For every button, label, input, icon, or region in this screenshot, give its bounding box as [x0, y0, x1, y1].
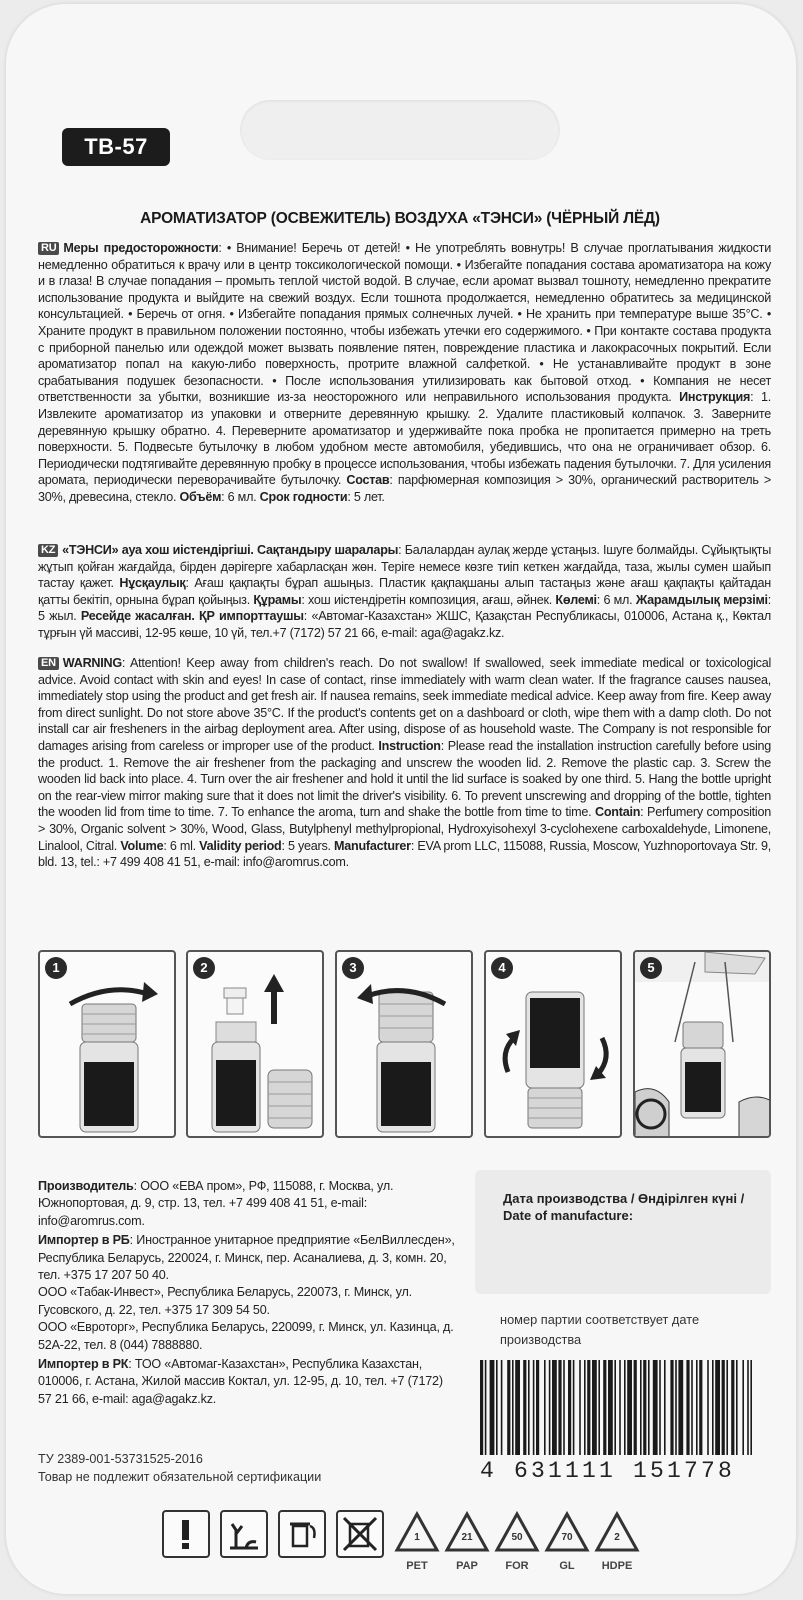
- kz-composition-label: Құрамы: [253, 592, 302, 607]
- hang-slot: [240, 100, 560, 160]
- step-4-panel: [484, 950, 622, 1138]
- barcode-bar: [747, 1360, 749, 1455]
- en-section: [38, 655, 771, 871]
- ru-precautions-label: Меры предосторожности: [63, 241, 219, 255]
- recycle-code: 2: [614, 1532, 620, 1543]
- recycle-code: 1: [414, 1532, 420, 1543]
- en-instruction-label: Instruction: [378, 738, 441, 753]
- barcode-bar: [670, 1360, 673, 1455]
- step-3-illustration: [337, 952, 473, 1138]
- kz-name-label: «ТЭНСИ» ауа хош иістендіргіші.: [62, 543, 254, 557]
- en-contain-label: Contain: [595, 805, 641, 820]
- recycle-abbr: PET: [406, 1560, 428, 1572]
- importer-rk-text: : ТОО «Автомаг-Казахстан», Республика Казахстан, 010006, г. Астана, Жилой массив Коктал, ул. 12-95, д. 10, тел. +7 (7172) 57 21 66, e-mail: aga@agakz.kz.: [38, 1357, 443, 1406]
- recycle-code: 70: [561, 1532, 573, 1543]
- manufacture-date-box: [475, 1170, 771, 1294]
- ru-section: [38, 240, 771, 506]
- recycle-abbr: PAP: [456, 1560, 478, 1572]
- en-warning-text: : Attention! Keep away from children's reach. Do not swallow! If swallowed, seek immediate medical or toxicological advice. Avoid contact with skin and eyes! In case of contact, rinse immediately with warm clean water. If the fragrance causes nausea, immediately stop using the product and get fresh air. If nausea remains, seek immediate medical advice. Keep away from fire. Keep away from direct sunlight. Do not store above 35°C. If the product's contents get on a dashboard or cloth, wipe them with a damp cloth. Do not install car air fresheners in the airbag deployment area. After using, dispose of as household waste. The Company is not responsible for damages arising from careless or improper use of the product.: [38, 656, 771, 753]
- barcode-bar: [614, 1360, 616, 1455]
- tu-info: [38, 1450, 458, 1486]
- barcode-bar: [603, 1360, 606, 1455]
- kz-shelf-text: : 5 жыл.: [38, 592, 772, 624]
- en-validity-label: Validity period: [199, 838, 282, 853]
- barcode-bar: [501, 1360, 503, 1455]
- recycle-symbol: [494, 1510, 540, 1572]
- ru-instruction-text: : 1. Извлеките ароматизатор из упаковки и отверните деревянную крышку. 2. Удалите пластиковый колпачок. 3. Заверните деревянную крышку обратно. 4. Переверните ароматизатор и удерживайте пока пробка не пропитается примерно на треть поверхности. 5. Подвесьте бутылочку в любом удобном месте автомобиля, убедившись, что она не ограничивает обзор. 6. Периодически подтягивайте деревянную пробку в процессе использования, чтобы избежать падения бутылочки. 7. Для усиления аромата, периодически переворачивайте бутылочку.: [38, 390, 771, 488]
- en-manufacturer-text: : EVA prom LLC, 115088, Russia, Moscow, Yuzhnoportovaya Str. 9, bld. 13, tel.: +7 499 408 41 51, e-mail: info@aromrus.com.: [38, 838, 772, 870]
- barcode-bar: [715, 1360, 720, 1455]
- producer-text: : ООО «ЕВА пром», РФ, 115088, г. Москва, ул. Южнопортовая, д. 9, стр. 13, тел. +7 499 408 41 51, e-mail: info@aromrus.com.: [38, 1179, 394, 1228]
- kz-importer-text: : «Автомаг-Казахстан» ЖШС, Қазақстан Республикасы, 010006, Астана қ., Көктал тұрғын үй массиві, 12-95 көше, 10 үй, тел.+7 (7172) 57 21 66, e-mail: aga@agakz.kz.: [38, 609, 772, 640]
- recycle-code: 50: [511, 1532, 523, 1543]
- kz-made-label: Ресейде жасалған.: [80, 609, 195, 624]
- environment-hazard-icon: [220, 1510, 268, 1558]
- ru-shelf-label: Срок годности: [259, 489, 348, 504]
- importer-rb-paragraph: [38, 1232, 458, 1354]
- barcode-bar: [579, 1360, 581, 1455]
- kz-instruction-label: Нұсқаулық: [119, 576, 186, 591]
- barcode-bar: [563, 1360, 565, 1455]
- barcode-bar: [598, 1360, 600, 1455]
- model-badge: ТВ-57: [62, 128, 170, 166]
- barcode-bar: [627, 1360, 632, 1455]
- en-validity-text: : 5 years.: [281, 838, 331, 853]
- importer-rb-text2: ООО «Табак-Инвест», Республика Беларусь, 220073, г. Минск, ул. Гусовского, д. 22, тел. +375 17 309 54 50.: [38, 1285, 412, 1317]
- recycle-abbr: FOR: [505, 1560, 529, 1572]
- ru-precautions-text: : • Внимание! Беречь от детей! • Не употреблять вовнутрь! В случае проглатывания жидкости немедленно обратиться к врачу или в центр токсикологической помощи. • Избегайте попадания состава ароматизатора на кожу и в глаза! В случае попадания – промыть теплой чистой водой. В случае, если аромат вызвал тошноту, немедленно прекратите использование продукта и выйдите на свежий воздух. Если тошнота продолжается, немедленно обратитесь за медицинской консультацией. • Беречь от огня. • Избегайте попадания прямых солнечных лучей. • Не хранить при температуре выше 35°С. • Храните продукт в правильном положении постоянно, чтобы избежать утечки его содержимого. • При контакте состава продукта с приборной панелью или одеждой может вызвать появление пятен, повреждение пластика и лакокрасочных покрытий. Если ароматизатор попал на какую-либо поверхность, протрите влажной салфеткой. • Не устанавливайте продукт в зоне срабатывания подушек безопасности. • После использования утилизировать как бытовой отход. • Компания не несет ответственности за убытки, возникшие из-за неосторожного или неправильного использования продукта.: [38, 241, 771, 405]
- barcode-bar: [742, 1360, 744, 1455]
- barcode-bar: [528, 1360, 530, 1455]
- barcode-bar: [608, 1360, 613, 1455]
- step-number: 1: [45, 957, 67, 979]
- barcode-bar: [726, 1360, 728, 1455]
- producer-label: Производитель: [38, 1179, 134, 1193]
- kz-shelf-label: Жарамдылық мерзімі: [635, 592, 768, 607]
- barcode-bar: [731, 1360, 734, 1455]
- barcode-bar: [490, 1360, 495, 1455]
- ru-volume-text: : 6 мл.: [221, 489, 257, 504]
- kz-instruction-text: : Ағаш қақпақты бұрап ашыңыз. Пластик қақпақшаны алып тастаңыз және ағаш қақпақты қайтадан қатты бекітіп, орнына бұрап қойыңыз.: [38, 576, 772, 607]
- importer-rk-label: Импортер в РК: [38, 1357, 129, 1372]
- recycle-symbol: [544, 1510, 590, 1572]
- importer-rb-text3: ООО «Евроторг», Республика Беларусь, 220099, г. Минск, ул. Казинца, д. 52А-22, тел. 8 (044) 7888880.: [38, 1320, 454, 1352]
- barcode-bar: [549, 1360, 551, 1455]
- caution-icon: [162, 1510, 210, 1558]
- barcode-bar: [696, 1360, 698, 1455]
- kz-volume-label: Көлемі: [555, 592, 597, 607]
- en-volume-label: Volume: [120, 838, 164, 853]
- ru-composition-label: Состав: [346, 473, 390, 488]
- step-2-panel: [186, 950, 324, 1138]
- kz-safety-label: Сақтандыру шаралары: [257, 543, 399, 557]
- ru-shelf-text: : 5 лет.: [347, 489, 385, 504]
- barcode-bar: [659, 1360, 661, 1455]
- barcode-bar: [653, 1360, 658, 1455]
- tu-line: ТУ 2389-001-53731525-2016: [38, 1452, 203, 1466]
- lang-badge-en: EN: [38, 657, 59, 670]
- kz-volume-text: : 6 мл.: [596, 592, 633, 607]
- barcode-bar: [485, 1360, 487, 1455]
- barcode-bar: [750, 1360, 752, 1455]
- batch-note: номер партии соответствует дате производства: [500, 1312, 700, 1347]
- barcode: [480, 1360, 752, 1460]
- barcode-bar: [712, 1360, 714, 1455]
- producer-paragraph: [38, 1178, 458, 1230]
- step-number: 3: [342, 957, 364, 979]
- step-1-panel: [38, 950, 176, 1138]
- barcode-bar: [592, 1360, 597, 1455]
- barcode-bar: [722, 1360, 725, 1455]
- importer-rb-text1: : Иностранное унитарное предприятие «БелВиллесден», Республика Беларусь, 220024, г. Минск, пер. Асаналиева, д. 3, комн. 20, тел. +375 17 207 50 40.: [38, 1233, 455, 1283]
- barcode-bar: [536, 1360, 539, 1455]
- step-5-panel: [633, 950, 771, 1138]
- recycle-symbol: [394, 1510, 440, 1572]
- barcode-bar: [523, 1360, 526, 1455]
- barcode-bar: [552, 1360, 557, 1455]
- importer-rb-label: Импортер в РБ: [38, 1233, 130, 1248]
- step-number: 4: [491, 957, 513, 979]
- kz-importer-label: ҚР импорттаушы: [199, 609, 304, 624]
- producer-info: [38, 1178, 458, 1410]
- recycle-symbol: [444, 1510, 490, 1572]
- manufacture-date-label: Дата производства / Өндірілген күні / Date of manufacture:: [503, 1191, 745, 1223]
- barcode-bar: [619, 1360, 621, 1455]
- en-volume-text: : 6 ml.: [163, 838, 196, 853]
- barcode-bar: [640, 1360, 642, 1455]
- lang-badge-ru: RU: [38, 242, 59, 255]
- barcode-bar: [496, 1360, 498, 1455]
- barcode-bar: [648, 1360, 650, 1455]
- ru-instruction-label: Инструкция: [679, 390, 751, 405]
- kz-section: [38, 542, 771, 642]
- importer-rk-paragraph: [38, 1356, 458, 1408]
- barcode-bar: [544, 1360, 546, 1455]
- lang-badge-kz: KZ: [38, 544, 58, 557]
- barcode-bar: [515, 1360, 520, 1455]
- barcode-bar: [707, 1360, 709, 1455]
- barcode-bar: [584, 1360, 586, 1455]
- en-instruction-text: : Please read the installation instruction carefully before using the product. 1. Remove the air freshener from the packaging and unscrew the wooden lid. 2. Remove the plastic cap. 3. Screw the wooden lid back into place. 4. Turn over the air freshener and hold it until the lid surface is soaked by one third. 5. Hang the bottle upright on the rear-view mirror making sure that it does not limit the driver's visibility. 6. To prevent unscrewing and dropping of the bottle, tighten the wooden lid from time to time. 7. To enhance the aroma, turn and shake the bottle from time to time.: [38, 738, 771, 820]
- kz-safety-text: : Балалардан аулақ жерде ұстаңыз. Ішуге болмайды. Сұйықтықты жұтып қойған жағдайда, бірден дәрігерге хабарласқан жөн. Теріге немесе көзге тиіп кеткен жағдайда, таза, жылы сумен шайып тастау қажет.: [38, 543, 771, 591]
- step-5-illustration: [635, 952, 771, 1138]
- step-number: 2: [193, 957, 215, 979]
- barcode-bar: [587, 1360, 590, 1455]
- step-3-panel: [335, 950, 473, 1138]
- step-2-illustration: [188, 952, 324, 1138]
- barcode-bar: [675, 1360, 677, 1455]
- certification-line: Товар не подлежит обязательной сертификации: [38, 1470, 322, 1484]
- no-trash-icon: [336, 1510, 384, 1558]
- barcode-bar: [699, 1360, 702, 1455]
- barcode-bar: [512, 1360, 514, 1455]
- barcode-bar: [624, 1360, 626, 1455]
- recycle-symbol: [594, 1510, 640, 1572]
- disposal-symbols: [162, 1510, 762, 1590]
- barcode-bar: [678, 1360, 683, 1455]
- barcode-bar: [568, 1360, 571, 1455]
- step-4-illustration: [486, 952, 622, 1138]
- en-warning-label: WARNING: [62, 656, 122, 670]
- ru-volume-label: Объём: [179, 489, 222, 504]
- barcode-digits: 4 631111 151778: [480, 1458, 736, 1484]
- en-contain-text: : Perfumery composition > 30%, Organic solvent > 30%, Wood, Glass, Butylphenyl methylpropional, Hydroxyisohexyl 3-cyclohexene carboxaldehyde, Limonene, Linalool, Citral.: [38, 805, 771, 853]
- step-number: 5: [640, 957, 662, 979]
- recycle-code: 21: [461, 1532, 473, 1543]
- barcode-bar: [480, 1360, 483, 1455]
- kz-composition-text: : хош иістендіретін композиция, ағаш, әйнек.: [301, 592, 552, 607]
- barcode-bar: [736, 1360, 738, 1455]
- barcode-bar: [634, 1360, 637, 1455]
- ru-composition-text: : парфюмерная композиция > 30%, органический растворитель > 30%, древесина, стекло.: [38, 473, 772, 504]
- step-1-illustration: [40, 952, 176, 1138]
- trash-bin-icon: [278, 1510, 326, 1558]
- recycle-abbr: HDPE: [601, 1560, 633, 1572]
- barcode-bar: [643, 1360, 646, 1455]
- barcode-bar: [686, 1360, 689, 1455]
- en-manufacturer-label: Manufacturer: [334, 838, 411, 853]
- recycle-abbr: GL: [559, 1560, 575, 1572]
- barcode-bar: [664, 1360, 666, 1455]
- barcode-bar: [533, 1360, 535, 1455]
- product-title: АРОМАТИЗАТОР (ОСВЕЖИТЕЛЬ) ВОЗДУХА «ТЭНСИ» (ЧЁРНЫЙ ЛЁД): [140, 210, 660, 227]
- barcode-bar: [507, 1360, 510, 1455]
- barcode-bar: [691, 1360, 693, 1455]
- barcode-bar: [558, 1360, 561, 1455]
- barcode-bar: [573, 1360, 575, 1455]
- instruction-steps: [38, 950, 771, 1140]
